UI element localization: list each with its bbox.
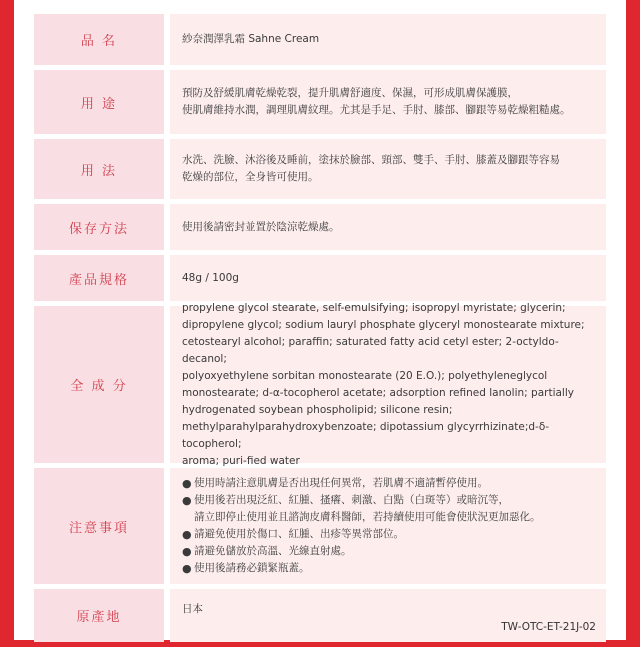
caution-text: 請避免使用於傷口、紅腫、出疹等異常部位。 xyxy=(194,528,404,540)
bullet-icon: ● xyxy=(182,545,192,558)
value-origin xyxy=(170,589,606,642)
usage-line: 預防及舒緩肌膚乾燥乾裂，提升肌膚舒適度、保濕，可形成肌膚保護膜， xyxy=(182,87,518,99)
ingredients-line: aroma; puri-fied water xyxy=(182,454,300,467)
value-spec xyxy=(170,255,606,301)
caution-text-line: 使用後若出現泛紅、紅腫、搔癢、刺激、白點（白斑等）或暗沉等， xyxy=(194,494,509,506)
label-method: 用 法 xyxy=(34,139,164,199)
ingredients-line: dipropylene glycol; sodium lauryl phosphate glyceryl monostearate mixture; xyxy=(182,318,585,331)
label-ingredients: 全 成 分 xyxy=(34,306,164,463)
row-spec xyxy=(34,255,606,301)
row-usage xyxy=(34,70,606,134)
row-origin xyxy=(34,589,606,642)
origin-text: 日本 xyxy=(182,603,203,615)
caution-text: 使用後請務必鎖緊瓶蓋。 xyxy=(194,562,310,574)
row-product-name xyxy=(34,14,606,65)
row-method xyxy=(34,139,606,199)
row-caution xyxy=(34,468,606,584)
ingredients-line: monostearate; d-α-tocopherol acetate; adsorption refined lanolin; partially xyxy=(182,386,574,399)
row-ingredients xyxy=(34,301,606,467)
storage-text: 使用後請密封並置於陰涼乾燥處。 xyxy=(182,220,340,233)
list-item xyxy=(182,475,596,492)
value-ingredients xyxy=(170,301,606,467)
usage-line: 使肌膚維持水潤，調理肌膚紋理。尤其是手足、手肘、膝部、腳跟等易乾燥粗糙處。 xyxy=(182,104,571,116)
list-item xyxy=(182,526,596,543)
ingredients-line: methylparahylparahydroxybenzoate; dipotassium glycyrrhizinate;d-δ-tocopherol; xyxy=(182,420,550,450)
list-item xyxy=(182,492,596,526)
value-product-name xyxy=(170,14,606,65)
ingredients-line: hydrogenated soybean phospholipid; silicone resin; xyxy=(182,403,453,416)
method-line: 乾燥的部位，全身皆可使用。 xyxy=(182,171,319,183)
value-storage xyxy=(170,204,606,250)
page-frame xyxy=(14,0,626,640)
label-storage: 保存方法 xyxy=(34,204,164,250)
caution-text: 使用時請注意肌膚是否出現任何異常，若肌膚不適請暫停使用。 xyxy=(194,477,488,489)
list-item xyxy=(182,560,596,577)
list-item xyxy=(182,543,596,560)
caution-text xyxy=(194,492,541,526)
label-caution: 注意事項 xyxy=(34,468,164,584)
bullet-icon: ● xyxy=(182,562,192,575)
bullet-icon: ● xyxy=(182,494,192,507)
label-usage: 用 途 xyxy=(34,70,164,134)
product-name-text: 紗奈潤澤乳霜 Sahne Cream xyxy=(182,33,320,45)
caution-text-line: 請立即停止使用並且諮詢皮膚科醫師，若持續使用可能會使狀況更加惡化。 xyxy=(194,511,541,523)
ingredients-line: polyoxyethylene sorbitan monostearate (20 E.O.); polyethyleneglycol xyxy=(182,369,548,382)
method-line: 水洗、洗臉、沐浴後及睡前，塗抹於臉部、頸部、雙手、手肘、膝蓋及腳跟等容易 xyxy=(182,154,560,166)
label-origin: 原產地 xyxy=(34,589,164,642)
bullet-icon: ● xyxy=(182,477,192,490)
spec-text: 48g / 100g xyxy=(182,271,239,284)
caution-list xyxy=(182,475,596,577)
label-product-name: 品 名 xyxy=(34,14,164,65)
product-spec-table xyxy=(34,14,606,647)
ingredients-line: propylene glycol stearate, self-emulsifying; isopropyl myristate; glycerin; xyxy=(182,301,566,314)
label-spec: 產品規格 xyxy=(34,255,164,301)
value-method xyxy=(170,139,606,199)
ingredients-line: cetostearyl alcohol; paraffin; saturated fatty acid cetyl ester; 2-octyldo-decanol; xyxy=(182,335,559,365)
value-usage xyxy=(170,70,606,134)
caution-text: 請避免儲放於高溫、光線直射處。 xyxy=(194,545,352,557)
row-storage xyxy=(34,204,606,250)
value-caution xyxy=(170,468,606,584)
document-code: TW-OTC-ET-21J-02 xyxy=(501,621,596,633)
bullet-icon: ● xyxy=(182,528,192,541)
